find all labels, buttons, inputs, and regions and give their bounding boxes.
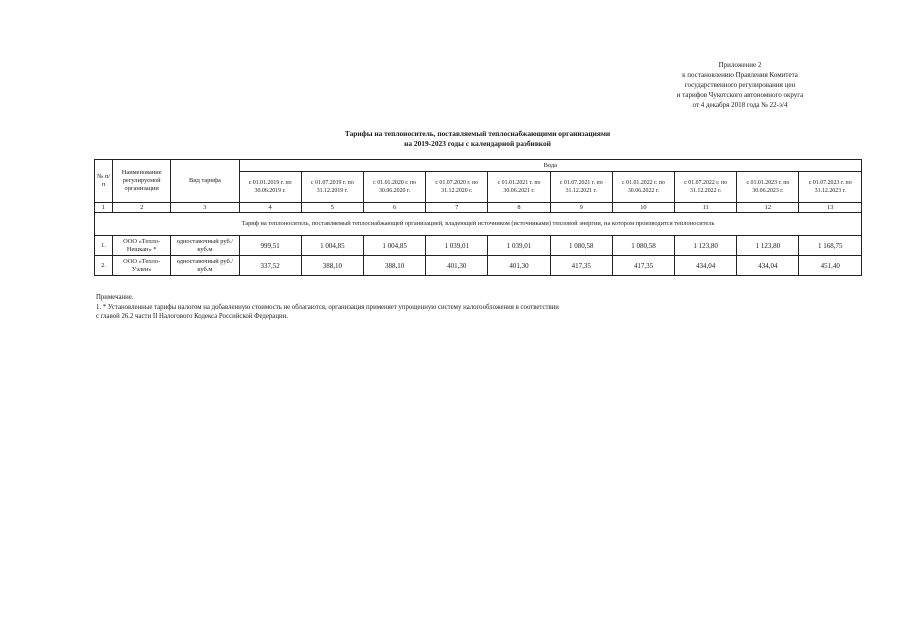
column-number: 2 [113, 203, 171, 213]
table-row [95, 236, 862, 256]
column-number: 7 [426, 203, 488, 213]
row-value: 337,52 [239, 256, 301, 276]
appendix-line: государственного регулирования цен [684, 81, 796, 89]
column-number: 13 [799, 203, 862, 213]
appendix-line: и тарифов Чукотского автономного округа [676, 91, 804, 99]
header-period: с 01.01.2019 г. по 30.06.2019 г. [239, 172, 301, 203]
column-number: 8 [488, 203, 550, 213]
header-period: с 01.01.2021 г. по 30.06.2021 г. [488, 172, 550, 203]
row-value: 1 123,80 [675, 236, 737, 256]
row-org: ООО «Тепло-Уэлен» [113, 256, 171, 276]
notes-line-2: с главой 26.2 части II Налогового Кодекса Российской Федерации. [96, 313, 288, 320]
notes-block [96, 293, 559, 322]
column-number: 11 [675, 203, 737, 213]
row-value: 999,51 [239, 236, 301, 256]
column-number: 12 [737, 203, 799, 213]
row-value: 388,10 [301, 256, 363, 276]
column-numbers-row [95, 203, 862, 213]
section-title: Тариф на теплоноситель, поставляемый теплоснабжающей организацией, владеющей источником (источниками) тепловой энергии, на котором производится теплоноситель [95, 213, 862, 236]
header-group-water: Вода [239, 160, 861, 172]
row-value: 388,10 [363, 256, 425, 276]
appendix-line: к постановлению Правления Комитета [682, 71, 798, 79]
header-period: с 01.07.2020 г. по 31.12.2020 г. [426, 172, 488, 203]
column-number: 4 [239, 203, 301, 213]
header-org: Наименование регулируемой организации [113, 160, 171, 203]
row-value: 1 168,75 [799, 236, 862, 256]
row-value: 434,04 [737, 256, 799, 276]
notes-line-1: 1. * Установленные тарифы налогом на добавленную стоимость не облагаются, организация применяет упрощенную систему налогообложения в соответствии [96, 303, 559, 311]
header-tariff-type: Вид тарифа [171, 160, 239, 203]
header-period: с 01.07.2019 г. по 31.12.2019 г. [301, 172, 363, 203]
column-number: 10 [612, 203, 674, 213]
row-org: ООО «Тепло-Нешкан» * [113, 236, 171, 256]
row-tariff-type: одноставочный руб./куб.м [171, 236, 239, 256]
row-num: 1. [95, 236, 113, 256]
row-value: 1 039,01 [426, 236, 488, 256]
title-line-1: Тарифы на теплоноситель, поставляемый теплоснабжающими организациями [344, 129, 611, 138]
column-number: 3 [171, 203, 239, 213]
appendix-line: Приложение 2 [718, 61, 762, 69]
row-value: 434,04 [675, 256, 737, 276]
row-value: 417,35 [612, 256, 674, 276]
header-period: с 01.01.2020 г. по 30.06.2020 г. [363, 172, 425, 203]
row-value: 417,35 [550, 256, 612, 276]
header-period: с 01.01.2023 г. по 30.06.2023 г. [737, 172, 799, 203]
column-number: 5 [301, 203, 363, 213]
row-value: 1 123,80 [737, 236, 799, 256]
row-value: 1 004,85 [301, 236, 363, 256]
appendix-header [600, 60, 880, 110]
row-tariff-type: одноставочный руб./куб.м [171, 256, 239, 276]
row-value: 401,30 [426, 256, 488, 276]
row-value: 401,30 [488, 256, 550, 276]
notes-heading: Примечание. [96, 294, 134, 301]
header-num: № п/п [95, 160, 113, 203]
column-number: 9 [550, 203, 612, 213]
header-period: с 01.07.2023 г. по 31.12.2023 г. [799, 172, 862, 203]
title-line-2: на 2019-2023 годы с календарной разбивкой [404, 139, 551, 148]
header-period: с 01.07.2021 г. по 31.12.2021 г. [550, 172, 612, 203]
column-number: 6 [363, 203, 425, 213]
row-value: 451,40 [799, 256, 862, 276]
document-title [250, 129, 705, 149]
tariff-table [94, 159, 862, 276]
table-row [95, 256, 862, 276]
row-value: 1 080,58 [550, 236, 612, 256]
row-value: 1 004,85 [363, 236, 425, 256]
column-number: 1 [95, 203, 113, 213]
row-value: 1 080,58 [612, 236, 674, 256]
row-num: 2. [95, 256, 113, 276]
row-value: 1 039,01 [488, 236, 550, 256]
appendix-line: от 4 декабря 2018 года № 22-э/4 [692, 101, 788, 109]
header-period: с 01.07.2022 г. по 31.12.2022 г. [675, 172, 737, 203]
header-period: с 01.01.2022 г. по 30.06.2022 г. [612, 172, 674, 203]
